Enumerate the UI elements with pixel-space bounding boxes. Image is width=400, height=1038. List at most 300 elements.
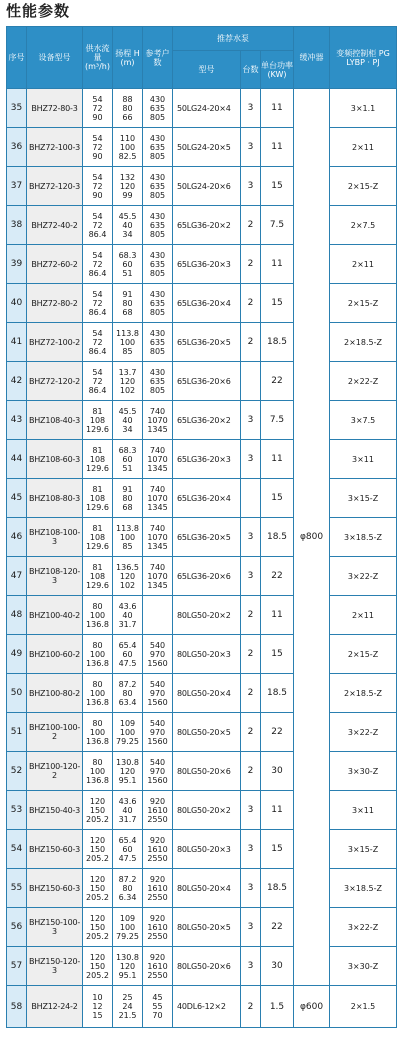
row-pump-model: 65LG36-20×2: [173, 401, 241, 440]
row-control-cabinet: 2×18.5-Z: [330, 674, 397, 713]
row-model: BHZ72-120-3: [27, 167, 83, 206]
row-head-value: 136.5: [116, 562, 139, 572]
row-households: [143, 752, 173, 791]
row-pump-count: 3: [241, 440, 261, 479]
row-households: [143, 323, 173, 362]
row-pump-model: 80LG50-20×2: [173, 791, 241, 830]
row-head-value: 47.5: [118, 853, 137, 863]
header-pump-count: 台数: [241, 51, 261, 89]
row-pump-count: 3: [241, 869, 261, 908]
row-households-value: 1610: [147, 844, 168, 854]
table-row: [7, 440, 397, 479]
row-control-cabinet: 3×30-Z: [330, 947, 397, 986]
row-flow-value: 81: [92, 484, 103, 494]
row-flow-value: 90: [92, 190, 103, 200]
header-control-cabinet: 变频控制柜 PG LYBP · PJ: [330, 27, 397, 89]
row-pump-count: 3: [241, 791, 261, 830]
row-head: [113, 245, 143, 284]
row-pump-count: 2: [241, 713, 261, 752]
row-flow-value: 129.6: [86, 580, 109, 590]
row-flow-value: 90: [92, 112, 103, 122]
row-head-value: 45.5: [118, 406, 137, 416]
row-head-value: 68: [122, 307, 133, 317]
row-households: [143, 167, 173, 206]
table-row: [7, 674, 397, 713]
row-flow-value: 81: [92, 523, 103, 533]
row-households-value: 805: [149, 112, 166, 122]
row-head-value: 100: [119, 727, 136, 737]
row-households: [143, 635, 173, 674]
row-flow-value: 54: [92, 211, 103, 221]
row-pump-count: 2: [241, 752, 261, 791]
row-power: 7.5: [261, 401, 294, 440]
table-row: [7, 947, 397, 986]
row-households-value: 805: [149, 151, 166, 161]
row-head-value: 45.5: [118, 211, 137, 221]
header-power: 单台功率(KW): [261, 51, 294, 89]
row-index: 39: [7, 245, 27, 284]
row-households: [143, 908, 173, 947]
row-households-value: 430: [149, 367, 166, 377]
row-households-value: 1610: [147, 805, 168, 815]
row-head-value: 132: [119, 172, 136, 182]
row-households-value: 2550: [147, 892, 168, 902]
row-pump-model: 65LG36-20×5: [173, 323, 241, 362]
row-head-value: 40: [122, 415, 133, 425]
row-index: 48: [7, 596, 27, 635]
row-households-value: 1345: [147, 502, 168, 512]
row-index: 40: [7, 284, 27, 323]
row-households-value: 920: [149, 796, 166, 806]
row-flow-value: 108: [89, 454, 106, 464]
row-head-value: 99: [122, 190, 133, 200]
row-control-cabinet: 3×15-Z: [330, 830, 397, 869]
row-head: [113, 284, 143, 323]
row-pump-count: 3: [241, 167, 261, 206]
row-households-value: 920: [149, 913, 166, 923]
row-households-value: 805: [149, 229, 166, 239]
row-households-value: 1560: [147, 697, 168, 707]
row-control-cabinet: 3×18.5-Z: [330, 518, 397, 557]
row-households-value: 740: [149, 562, 166, 572]
row-flow-value: 12: [92, 1002, 103, 1011]
page-title: 性能参数: [6, 2, 71, 20]
row-index: 57: [7, 947, 27, 986]
table-row: [7, 128, 397, 167]
row-households-value: 635: [149, 259, 166, 269]
row-households-value: 540: [149, 757, 166, 767]
row-index: 46: [7, 518, 27, 557]
row-households-value: 540: [149, 640, 166, 650]
row-index: 51: [7, 713, 27, 752]
row-index: 35: [7, 89, 27, 128]
row-power: 18.5: [261, 323, 294, 362]
row-power: 11: [261, 596, 294, 635]
row-households-value: 2550: [147, 853, 168, 863]
row-flow: [83, 908, 113, 947]
row-households: [143, 401, 173, 440]
row-head: [113, 557, 143, 596]
row-flow-value: 120: [89, 835, 106, 845]
row-control-cabinet: 3×30-Z: [330, 752, 397, 791]
row-head-value: 60: [122, 649, 133, 659]
row-flow-value: 72: [92, 298, 103, 308]
row-pump-model: 80LG50-20×2: [173, 596, 241, 635]
row-households: [143, 869, 173, 908]
row-households-value: 1345: [147, 541, 168, 551]
row-model: BHZ72-60-2: [27, 245, 83, 284]
row-households-value: 1345: [147, 424, 168, 434]
row-head-value: 120: [119, 571, 136, 581]
row-pump-model: 80LG50-20×4: [173, 869, 241, 908]
row-households: [143, 284, 173, 323]
row-control-cabinet: 2×11: [330, 245, 397, 284]
row-power: 18.5: [261, 869, 294, 908]
row-households-value: 1610: [147, 922, 168, 932]
row-pump-count: 2: [241, 674, 261, 713]
row-flow-value: 100: [89, 610, 106, 620]
row-pump-model: 65LG36-20×3: [173, 245, 241, 284]
row-pump-model: 50LG24-20×5: [173, 128, 241, 167]
row-control-cabinet: 2×15-Z: [330, 284, 397, 323]
buffer-cell-last: φ600: [294, 986, 330, 1028]
row-households: [143, 518, 173, 557]
table-row: [7, 518, 397, 557]
row-pump-model: 65LG36-20×6: [173, 362, 241, 401]
row-flow: [83, 362, 113, 401]
row-flow: [83, 128, 113, 167]
row-model: BHZ108-40-3: [27, 401, 83, 440]
row-flow-value: 86.4: [88, 385, 107, 395]
row-flow-value: 80: [92, 601, 103, 611]
row-households-value: 635: [149, 220, 166, 230]
table-row: [7, 206, 397, 245]
table-row: [7, 713, 397, 752]
row-head-value: 110: [119, 133, 136, 143]
row-households: [143, 557, 173, 596]
row-power: 22: [261, 713, 294, 752]
row-power: 15: [261, 479, 294, 518]
row-model: BHZ150-60-3: [27, 869, 83, 908]
row-households: [143, 245, 173, 284]
row-households: [143, 596, 173, 635]
row-pump-model: 65LG36-20×3: [173, 440, 241, 479]
row-households: [143, 362, 173, 401]
row-index: 45: [7, 479, 27, 518]
row-households-value: 920: [149, 835, 166, 845]
row-households-value: 1070: [147, 493, 168, 503]
row-head-value: 13.7: [118, 367, 137, 377]
row-flow-value: 80: [92, 640, 103, 650]
table-row: [7, 869, 397, 908]
row-power: 22: [261, 362, 294, 401]
table-row: [7, 362, 397, 401]
row-flow-value: 81: [92, 562, 103, 572]
row-flow: [83, 674, 113, 713]
row-households-value: 430: [149, 289, 166, 299]
row-flow: [83, 752, 113, 791]
row-households: [143, 206, 173, 245]
row-head-value: 6.34: [118, 892, 137, 902]
row-households: [143, 479, 173, 518]
row-households-value: 970: [149, 688, 166, 698]
row-head-value: 100: [119, 922, 136, 932]
row-head: [113, 674, 143, 713]
row-pump-model: 80LG50-20×6: [173, 752, 241, 791]
row-flow-value: 54: [92, 250, 103, 260]
row-head-value: 34: [122, 229, 133, 239]
row-pump-count: 2: [241, 986, 261, 1028]
row-index: 38: [7, 206, 27, 245]
row-flow: [83, 401, 113, 440]
row-control-cabinet: 2×11: [330, 596, 397, 635]
row-pump-model: 50LG24-20×6: [173, 167, 241, 206]
row-control-cabinet: 3×22-Z: [330, 557, 397, 596]
row-head: [113, 323, 143, 362]
row-pump-model: 80LG50-20×6: [173, 947, 241, 986]
row-flow: [83, 557, 113, 596]
row-pump-count: 3: [241, 89, 261, 128]
row-households: [143, 986, 173, 1028]
row-flow-value: 10: [92, 993, 103, 1002]
header-pump-group: 推荐水泵: [173, 27, 294, 51]
row-model: BHZ100-120-2: [27, 752, 83, 791]
row-flow-value: 136.8: [86, 775, 109, 785]
row-households-value: 1610: [147, 883, 168, 893]
row-flow-value: 54: [92, 133, 103, 143]
row-control-cabinet: 2×22-Z: [330, 362, 397, 401]
row-flow-value: 150: [89, 805, 106, 815]
row-households-value: 540: [149, 679, 166, 689]
row-pump-model: 80LG50-20×5: [173, 713, 241, 752]
performance-table: [6, 26, 397, 1028]
row-households-value: 430: [149, 133, 166, 143]
row-pump-count: 3: [241, 830, 261, 869]
row-head-value: 85: [122, 541, 133, 551]
row-flow: [83, 830, 113, 869]
row-households-value: 635: [149, 142, 166, 152]
row-head-value: 102: [119, 580, 136, 590]
row-households-value: 1070: [147, 532, 168, 542]
row-head-value: 113.8: [116, 328, 139, 338]
row-control-cabinet: 3×22-Z: [330, 908, 397, 947]
row-households-value: 430: [149, 328, 166, 338]
row-flow-value: 129.6: [86, 424, 109, 434]
row-head: [113, 167, 143, 206]
row-control-cabinet: 2×7.5: [330, 206, 397, 245]
row-flow-value: 86.4: [88, 268, 107, 278]
row-flow-value: 205.2: [86, 814, 109, 824]
row-flow-value: 120: [89, 796, 106, 806]
row-flow-value: 80: [92, 757, 103, 767]
row-power: 30: [261, 947, 294, 986]
row-model: BHZ150-60-3: [27, 830, 83, 869]
row-power: 11: [261, 245, 294, 284]
row-model: BHZ108-80-3: [27, 479, 83, 518]
row-flow-value: 150: [89, 922, 106, 932]
row-households-value: 740: [149, 445, 166, 455]
row-head-value: 109: [119, 913, 136, 923]
row-households-value: 1560: [147, 775, 168, 785]
row-flow: [83, 440, 113, 479]
row-head: [113, 401, 143, 440]
table-row: [7, 557, 397, 596]
row-model: BHZ150-120-3: [27, 947, 83, 986]
row-households-value: 430: [149, 172, 166, 182]
row-households: [143, 791, 173, 830]
row-model: BHZ150-40-3: [27, 791, 83, 830]
row-head-value: 113.8: [116, 523, 139, 533]
row-control-cabinet: 2×1.5: [330, 986, 397, 1028]
row-households-value: 1560: [147, 736, 168, 746]
row-flow: [83, 986, 113, 1028]
row-flow-value: 72: [92, 337, 103, 347]
header-model: 设备型号: [27, 27, 83, 89]
row-head-value: 25: [122, 993, 133, 1002]
row-households-value: 430: [149, 94, 166, 104]
table-row: [7, 401, 397, 440]
row-flow: [83, 518, 113, 557]
table-row: [7, 167, 397, 206]
row-flow-value: 136.8: [86, 619, 109, 629]
row-index: 52: [7, 752, 27, 791]
buffer-cell-main: φ800: [294, 89, 330, 986]
row-flow-value: 15: [92, 1011, 103, 1020]
row-flow-value: 54: [92, 367, 103, 377]
row-head-value: 34: [122, 424, 133, 434]
row-control-cabinet: 2×18.5-Z: [330, 323, 397, 362]
row-flow-value: 108: [89, 571, 106, 581]
row-flow-value: 120: [89, 913, 106, 923]
row-model: BHZ72-80-2: [27, 284, 83, 323]
row-flow-value: 80: [92, 679, 103, 689]
row-households-value: 1345: [147, 580, 168, 590]
row-power: 15: [261, 284, 294, 323]
row-flow: [83, 635, 113, 674]
row-flow-value: 205.2: [86, 970, 109, 980]
row-flow-value: 100: [89, 766, 106, 776]
table-row: [7, 245, 397, 284]
row-model: BHZ72-80-3: [27, 89, 83, 128]
row-head-value: 120: [119, 961, 136, 971]
row-flow-value: 86.4: [88, 229, 107, 239]
row-flow: [83, 323, 113, 362]
row-model: BHZ72-100-2: [27, 323, 83, 362]
row-head: [113, 362, 143, 401]
row-flow: [83, 869, 113, 908]
row-model: BHZ100-60-2: [27, 635, 83, 674]
table-row: [7, 479, 397, 518]
row-households-value: 920: [149, 952, 166, 962]
row-head-value: 91: [122, 484, 133, 494]
row-head-value: 120: [119, 376, 136, 386]
row-pump-model: 40DL6-12×2: [173, 986, 241, 1028]
row-flow: [83, 713, 113, 752]
row-households-value: 1070: [147, 571, 168, 581]
row-flow-value: 108: [89, 415, 106, 425]
row-head-value: 82.5: [118, 151, 137, 161]
table-body: [7, 89, 397, 1028]
row-index: 58: [7, 986, 27, 1028]
row-households-value: 740: [149, 523, 166, 533]
row-flow-value: 72: [92, 142, 103, 152]
row-households-value: 430: [149, 250, 166, 260]
row-head-value: 102: [119, 385, 136, 395]
row-control-cabinet: 3×1.1: [330, 89, 397, 128]
row-flow-value: 90: [92, 151, 103, 161]
row-pump-count: 2: [241, 635, 261, 674]
row-head-value: 80: [122, 298, 133, 308]
row-households-value: 70: [152, 1011, 163, 1020]
row-flow-value: 205.2: [86, 892, 109, 902]
row-flow-value: 136.8: [86, 658, 109, 668]
row-index: 43: [7, 401, 27, 440]
row-head-value: 66: [122, 112, 133, 122]
row-head-value: 51: [122, 463, 133, 473]
row-head-value: 43.6: [118, 601, 137, 611]
row-households-value: 635: [149, 376, 166, 386]
row-flow-value: 86.4: [88, 346, 107, 356]
row-pump-count: 3: [241, 128, 261, 167]
row-head-value: 95.1: [118, 970, 137, 980]
row-pump-count: 2: [241, 596, 261, 635]
header-flow: 供水流量(m³/h): [83, 27, 113, 89]
row-households: [143, 89, 173, 128]
row-households-value: 805: [149, 307, 166, 317]
row-flow-value: 120: [89, 952, 106, 962]
row-households-value: 635: [149, 337, 166, 347]
row-flow: [83, 206, 113, 245]
row-flow-value: 86.4: [88, 307, 107, 317]
row-flow-value: 81: [92, 406, 103, 416]
row-head-value: 68: [122, 502, 133, 512]
row-index: 36: [7, 128, 27, 167]
row-pump-model: 65LG36-20×6: [173, 557, 241, 596]
table-row: [7, 752, 397, 791]
row-head: [113, 752, 143, 791]
row-index: 49: [7, 635, 27, 674]
row-head: [113, 791, 143, 830]
table-row: [7, 89, 397, 128]
row-head-value: 60: [122, 844, 133, 854]
row-model: BHZ150-100-3: [27, 908, 83, 947]
row-households: [143, 440, 173, 479]
row-head-value: 100: [119, 532, 136, 542]
row-flow-value: 205.2: [86, 931, 109, 941]
row-pump-count: 3: [241, 557, 261, 596]
row-flow-value: 72: [92, 181, 103, 191]
row-head: [113, 869, 143, 908]
row-flow-value: 100: [89, 727, 106, 737]
row-head: [113, 947, 143, 986]
row-index: 55: [7, 869, 27, 908]
row-households-value: 740: [149, 484, 166, 494]
row-flow: [83, 791, 113, 830]
row-index: 37: [7, 167, 27, 206]
row-head-value: 100: [119, 142, 136, 152]
row-flow-value: 54: [92, 289, 103, 299]
row-households-value: 1070: [147, 454, 168, 464]
header-index: 序号: [7, 27, 27, 89]
row-power: 1.5: [261, 986, 294, 1028]
row-head-value: 79.25: [116, 931, 139, 941]
row-households-value: 1345: [147, 463, 168, 473]
row-head-value: 65.4: [118, 640, 137, 650]
table-row: [7, 986, 397, 1028]
row-flow-value: 150: [89, 844, 106, 854]
row-control-cabinet: 3×15-Z: [330, 479, 397, 518]
row-head-value: 60: [122, 259, 133, 269]
